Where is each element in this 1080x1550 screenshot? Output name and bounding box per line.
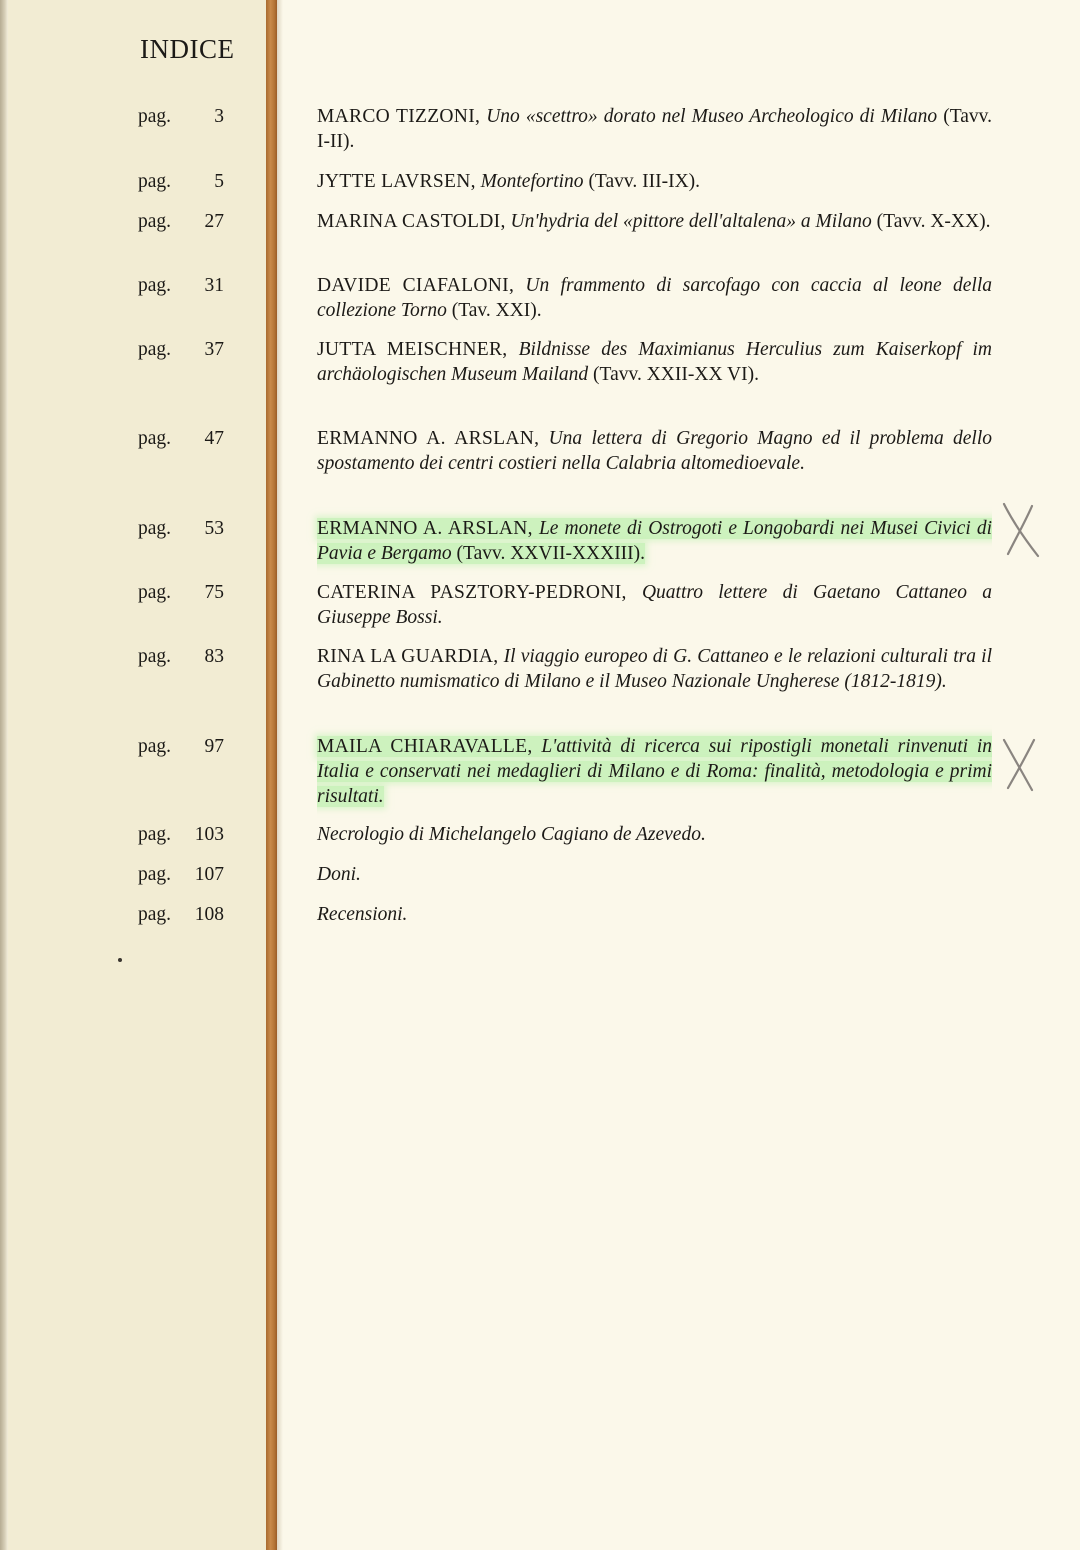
entry-text — [317, 734, 992, 809]
page-number: 108 — [194, 904, 224, 925]
entry-title: Una lettera di Gregorio Magno ed il problema dello spostamento dei centri costieri nella Calabria altomedioevale. — [317, 428, 992, 474]
entry-author: JUTTA MEISCHNER, — [317, 339, 508, 360]
page-reference — [138, 516, 224, 541]
page-reference — [138, 822, 224, 847]
page-number: 27 — [204, 211, 224, 232]
page-reference — [138, 273, 224, 298]
entry-text — [317, 169, 992, 194]
page-number: 5 — [214, 171, 224, 192]
pencil-x-mark-icon — [998, 500, 1044, 560]
left-margin-column — [8, 0, 266, 1550]
page-label: pag. — [138, 339, 172, 360]
entry-author: JYTTE LAVRSEN, — [317, 171, 476, 192]
entry-plates: (Tavv. I-II). — [317, 106, 993, 152]
page-reference — [138, 644, 224, 669]
entry-plates: (Tavv. X-XX). — [876, 211, 991, 232]
entry-author: MARINA CASTOLDI, — [317, 211, 506, 232]
highlighter-mark — [317, 736, 992, 807]
vertical-column-rule — [266, 0, 277, 1550]
page-label: pag. — [138, 824, 172, 845]
page-label: pag. — [138, 582, 172, 603]
entry-plates: (Tavv. XXII-XX VI). — [593, 364, 759, 385]
entry-text — [317, 516, 992, 566]
page-label: pag. — [138, 864, 172, 885]
page-reference — [138, 580, 224, 605]
entry-text — [317, 862, 992, 887]
entry-author: ERMANNO A. ARSLAN, — [317, 428, 540, 449]
entry-text — [317, 644, 992, 694]
entry-text — [317, 104, 992, 154]
page-number: 47 — [204, 428, 224, 449]
page-label: pag. — [138, 904, 172, 925]
entry-title: Doni. — [317, 864, 361, 885]
margin-dot — [118, 958, 122, 962]
page-title: INDICE — [140, 34, 235, 64]
page-label: pag. — [138, 646, 172, 667]
entry-title: Necrologio di Michelangelo Cagiano de Azevedo. — [317, 824, 706, 845]
entry-title: Le monete di Ostrogoti e Longobardi nei Musei Civici di Pavia e Bergamo — [317, 518, 993, 564]
pencil-x-mark-icon — [996, 734, 1042, 794]
entry-author: CATERINA PASZTORY-PEDRONI, — [317, 582, 627, 603]
page-number: 31 — [204, 275, 224, 296]
page-number: 37 — [204, 339, 224, 360]
page-label: pag. — [138, 171, 172, 192]
page-reference — [138, 169, 224, 194]
entry-text — [317, 273, 992, 323]
page-label: pag. — [138, 106, 172, 127]
page-label: pag. — [138, 428, 172, 449]
page-number: 107 — [194, 864, 224, 885]
entry-text — [317, 426, 992, 476]
entry-author: DAVIDE CIAFALONI, — [317, 275, 515, 296]
page-label: pag. — [138, 518, 172, 539]
entry-text — [317, 337, 992, 387]
page-reference — [138, 734, 224, 759]
page-number: 75 — [204, 582, 224, 603]
entry-title: L'attività di ricerca sui ripostigli monetali rinvenuti in Italia e conservati nei medaglieri di Milano e di Roma: finalità, metodologia e primi risultati. — [317, 736, 992, 807]
entry-author: MAILA CHIARAVALLE, — [317, 736, 533, 757]
entry-plates: (Tavv. III-IX). — [588, 171, 701, 192]
entry-plates: (Tavv. XXVII-XXXIII). — [456, 543, 646, 564]
page-label: pag. — [138, 275, 172, 296]
page-number: 83 — [204, 646, 224, 667]
entry-text — [317, 822, 992, 847]
entry-plates: (Tav. XXI). — [451, 300, 542, 321]
page-reference — [138, 902, 224, 927]
page-reference — [138, 209, 224, 234]
entry-author: ERMANNO A. ARSLAN, — [317, 518, 533, 539]
entry-text — [317, 902, 992, 927]
entry-title: Quattro lettere di Gaetano Cattaneo a Giuseppe Bossi. — [317, 582, 993, 628]
entry-author: MARCO TIZZONI, — [317, 106, 481, 127]
rule-shadow — [277, 0, 283, 1550]
entry-title: Un frammento di sarcofago con caccia al leone della collezione Torno — [317, 275, 992, 321]
page-reference — [138, 426, 224, 451]
page-reference — [138, 862, 224, 887]
entry-text — [317, 580, 992, 630]
entry-author: RINA LA GUARDIA, — [317, 646, 499, 667]
page-label: pag. — [138, 736, 172, 757]
page-number: 53 — [204, 518, 224, 539]
page-number: 3 — [214, 106, 224, 127]
page-reference — [138, 337, 224, 362]
page-reference — [138, 104, 224, 129]
page-label: pag. — [138, 211, 172, 232]
entry-title: Recensioni. — [317, 904, 408, 925]
page-number: 97 — [204, 736, 224, 757]
entry-title: Un'hydria del «pittore dell'altalena» a Milano — [510, 211, 872, 232]
highlighter-mark — [317, 518, 992, 564]
page-number: 103 — [194, 824, 224, 845]
page-gutter-edge — [0, 0, 8, 1550]
entry-title: Montefortino — [480, 171, 584, 192]
entry-title: Bildnisse des Maximianus Herculius zum Kaiserkopf im archäologischen Museum Mailand — [317, 339, 992, 385]
entry-text — [317, 209, 992, 234]
entry-title: Il viaggio europeo di G. Cattaneo e le relazioni culturali tra il Gabinetto numismatico di Milano e il Museo Nazionale Ungherese (1812-1819). — [317, 646, 993, 692]
entry-title: Uno «scettro» dorato nel Museo Archeologico di Milano — [486, 106, 938, 127]
